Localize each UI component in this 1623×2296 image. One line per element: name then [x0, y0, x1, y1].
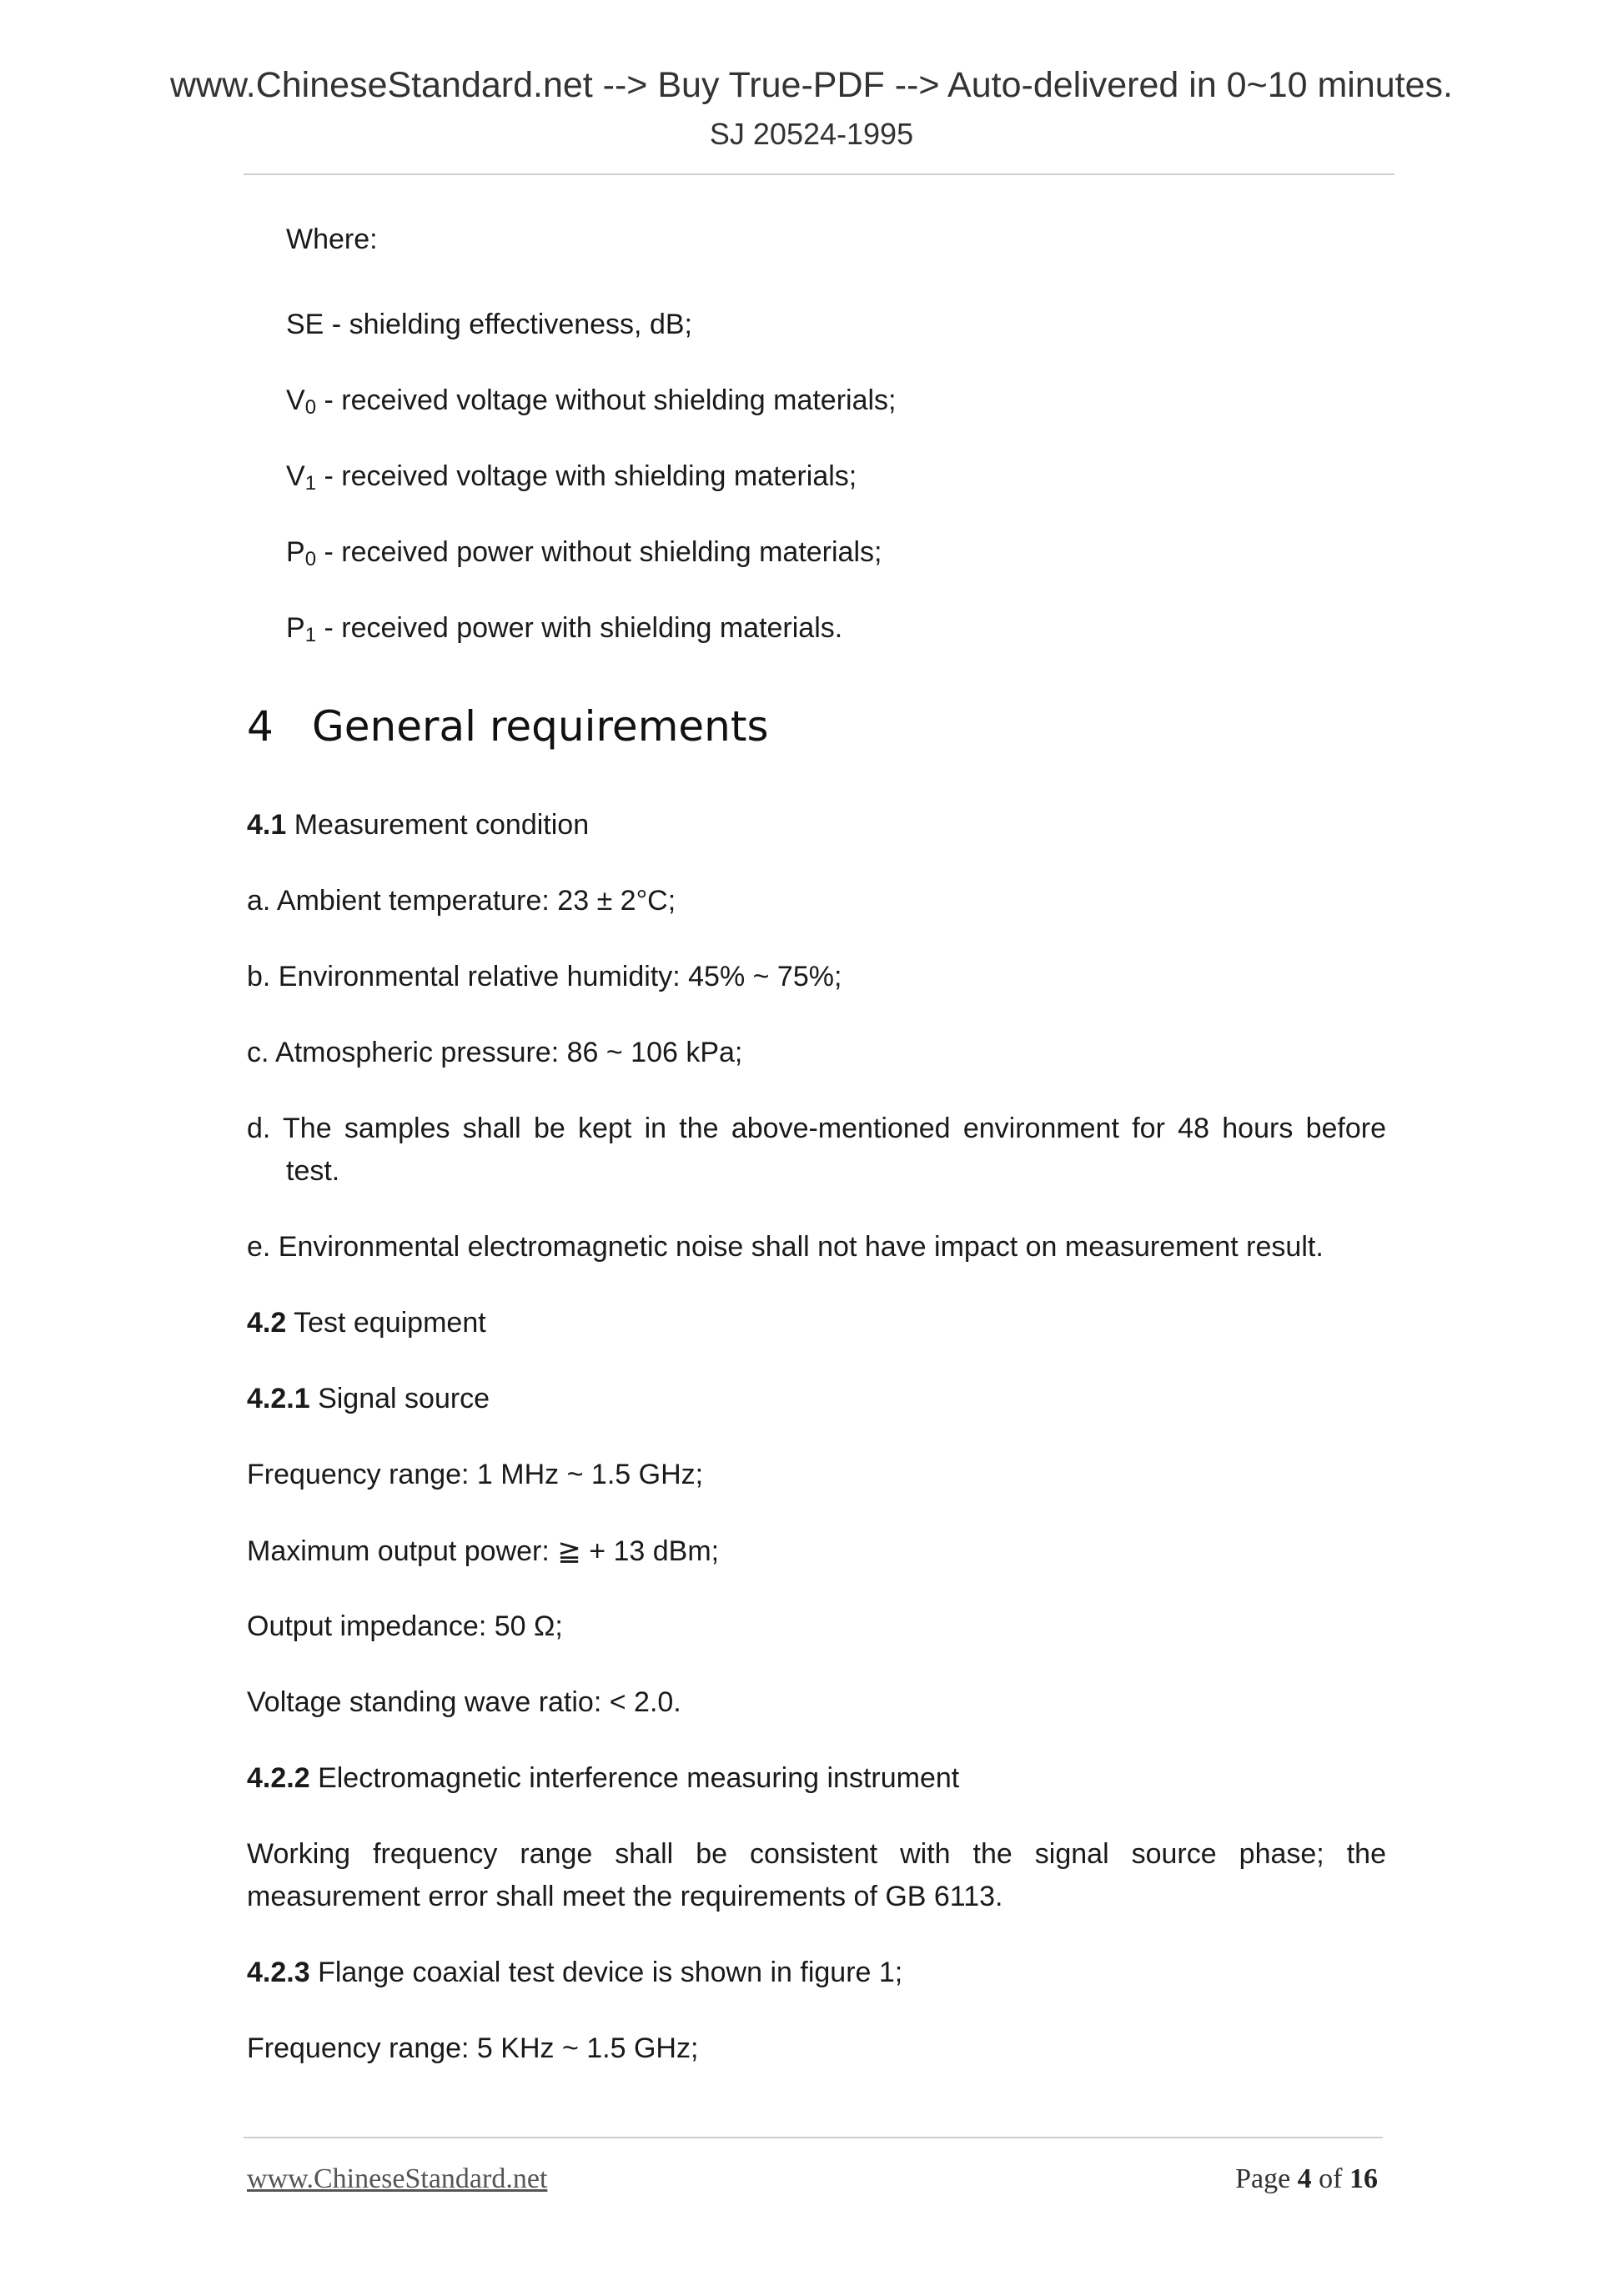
clause-4-2-1-heading: 4.2.1 Signal source: [247, 1383, 490, 1414]
definition-v0: $V_0$ - received voltage without shielding materials;: [286, 384, 897, 419]
emi-paragraph-line1: Working frequency range shall be consistent with the signal source phase; the: [247, 1838, 1386, 1870]
condition-c: c. Atmospheric pressure: 86 ~ 106 kPa;: [247, 1037, 743, 1068]
footer-divider: [244, 2137, 1383, 2138]
definition-se: SE - shielding effectiveness, dB;: [286, 309, 692, 340]
signal-frequency-range: Frequency range: 1 MHz ~ 1.5 GHz;: [247, 1459, 704, 1490]
flange-frequency-range: Frequency range: 5 KHz ~ 1.5 GHz;: [247, 2032, 699, 2064]
emi-paragraph-line2: measurement error shall meet the requirements of GB 6113.: [247, 1881, 1003, 1912]
clause-4-2-heading: 4.2 Test equipment: [247, 1307, 486, 1339]
header-divider: [244, 173, 1394, 175]
condition-d-line1: d. The samples shall be kept in the above-mentioned environment for 48 hours before: [247, 1113, 1386, 1144]
signal-max-output-power: Maximum output power: ≧ + 13 dBm;: [247, 1535, 720, 1567]
condition-a: a. Ambient temperature: 23 ± 2°C;: [247, 885, 676, 917]
footer-site-link[interactable]: www.ChineseStandard.net: [247, 2163, 548, 2194]
clause-4-1-heading: 4.1 Measurement condition: [247, 809, 590, 841]
signal-output-impedance: Output impedance: 50 Ω;: [247, 1610, 563, 1642]
definition-p1: $P_1$ - received power with shielding materials.: [286, 612, 843, 646]
signal-vswr: Voltage standing wave ratio: < 2.0.: [247, 1686, 681, 1718]
header-banner: www.ChineseStandard.net --> Buy True-PDF --> Auto-delivered in 0~10 minutes.: [169, 65, 1453, 105]
definition-p0: $P_0$ - received power without shielding materials;: [286, 536, 882, 570]
footer-page-number: Page 4 of 16: [1235, 2163, 1378, 2194]
condition-e: e. Environmental electromagnetic noise shall not have impact on measurement result.: [247, 1231, 1324, 1263]
clause-4-2-2-heading: 4.2.2 Electromagnetic interference measuring instrument: [247, 1762, 960, 1794]
document-id: SJ 20524-1995: [709, 117, 914, 151]
condition-b: b. Environmental relative humidity: 45% ~ 75%;: [247, 961, 842, 992]
definition-v1: $V_1$ - received voltage with shielding materials;: [286, 460, 857, 495]
section-4-heading: 4 General requirements: [247, 702, 769, 751]
condition-d-line2: test.: [286, 1155, 340, 1187]
clause-4-2-3-heading: 4.2.3 Flange coaxial test device is shown in figure 1;: [247, 1957, 903, 1988]
where-label: Where:: [286, 224, 378, 255]
